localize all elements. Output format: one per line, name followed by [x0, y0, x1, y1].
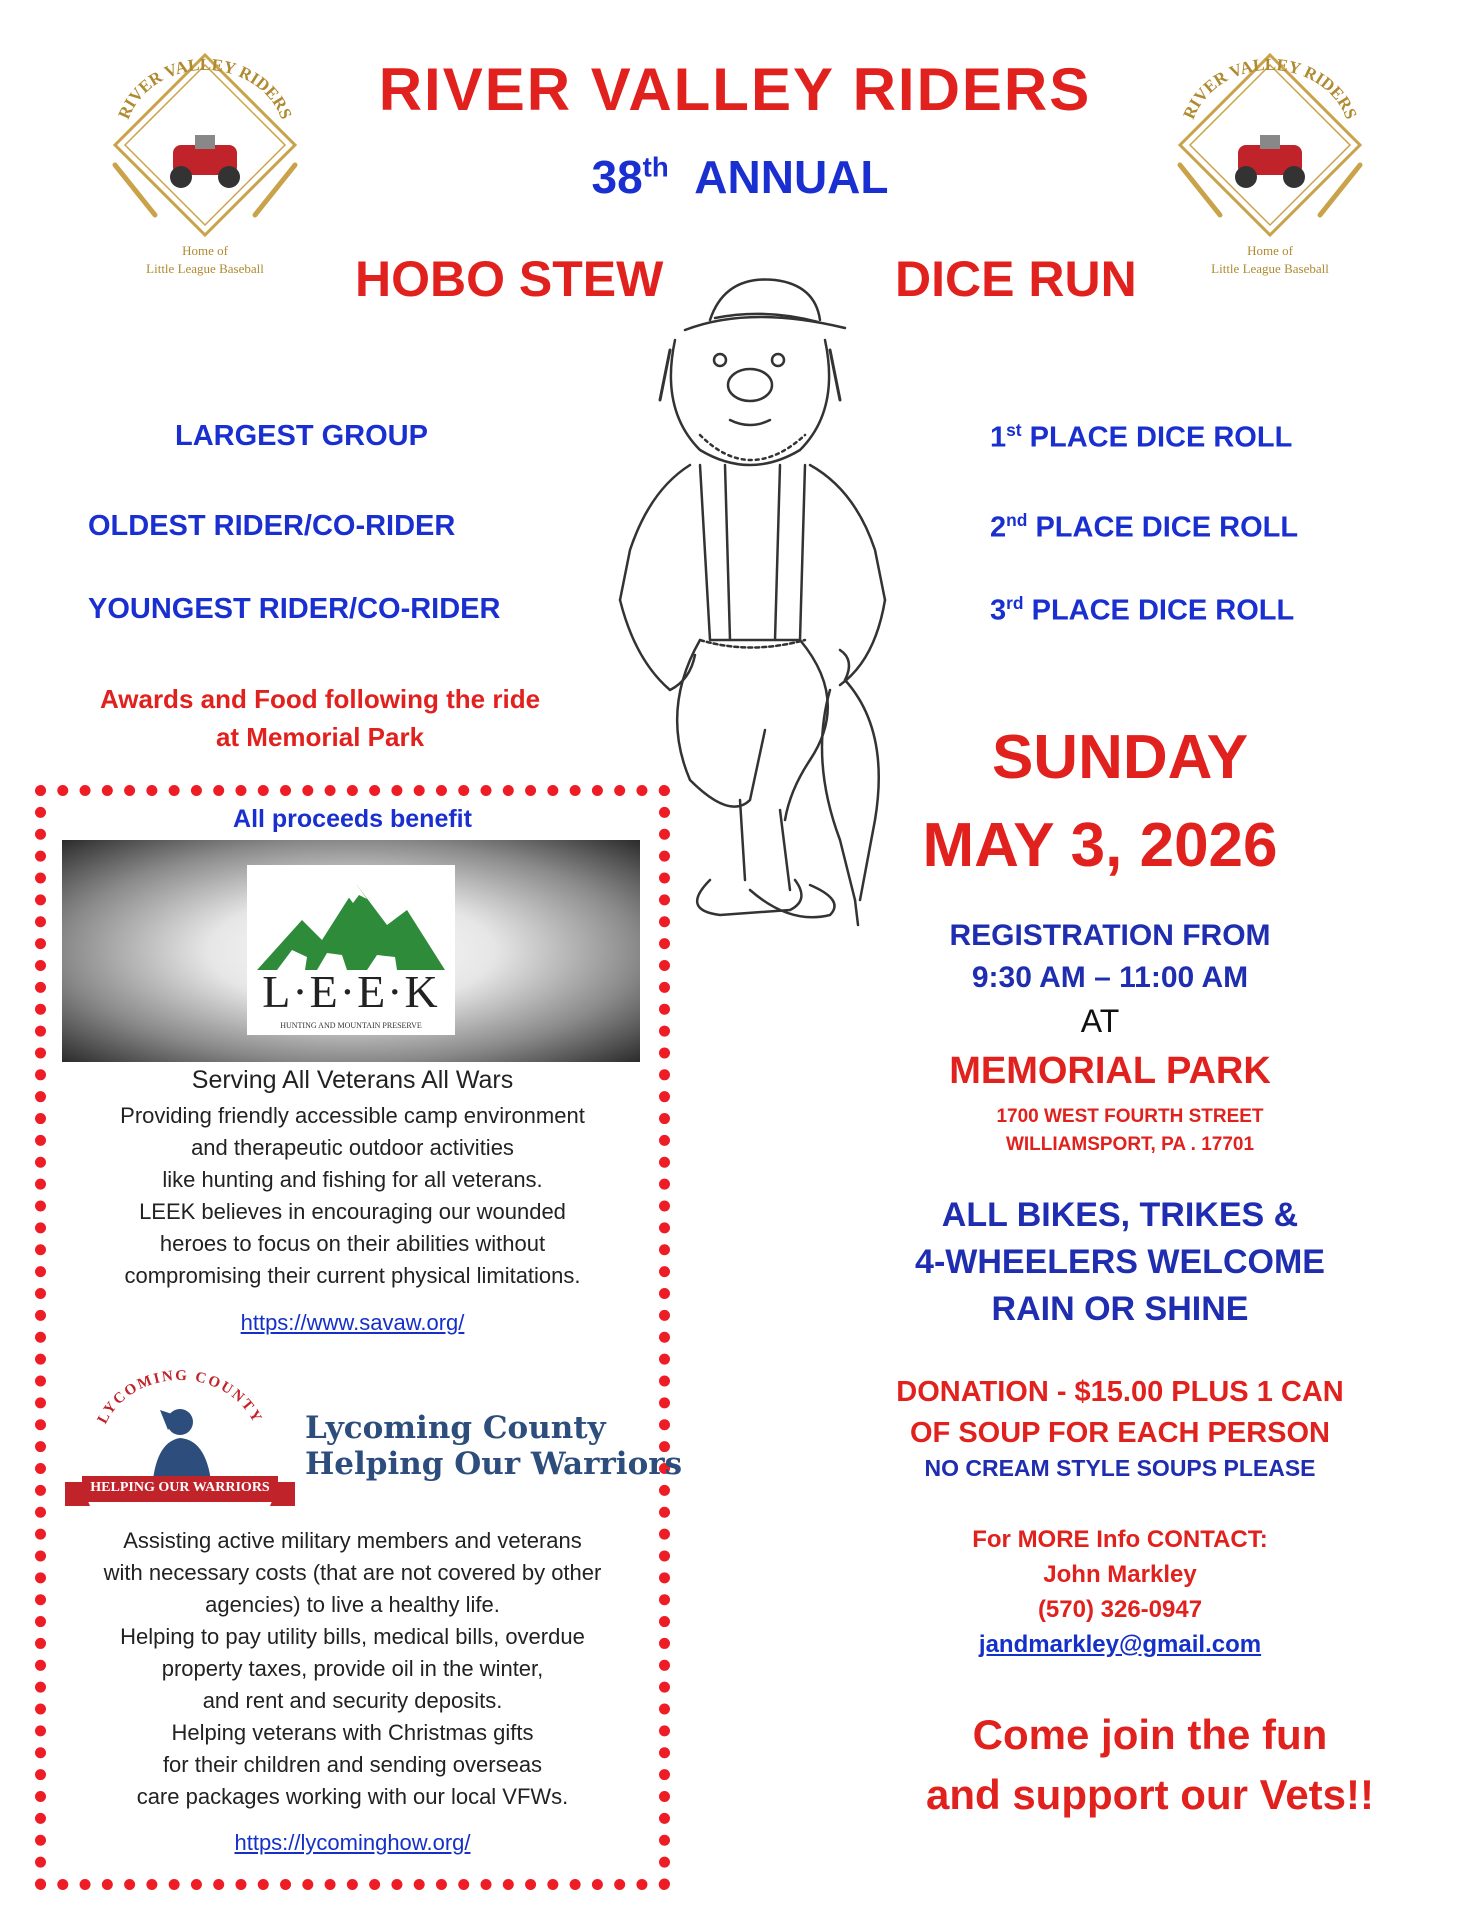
venue-city: WILLIAMSPORT, PA . 17701 [1005, 1134, 1255, 1155]
lchow-banner-text: HELPING OUR WARRIORS [90, 1480, 270, 1495]
river-valley-riders-logo-right [1160, 45, 1380, 295]
leek-description [55, 1100, 650, 1292]
leek-line: like hunting and fishing for all veterans. [162, 1167, 543, 1192]
contact-phone: (570) 326-0947 [1037, 1596, 1203, 1623]
leek-subtitle: HUNTING AND MOUNTAIN PRESERVE [280, 1021, 422, 1030]
dice-third-text: PLACE DICE ROLL [1031, 594, 1295, 627]
dice-roll-second [990, 510, 1298, 545]
venue-street: 1700 WEST FOURTH STREET [996, 1106, 1264, 1127]
lchow-title-line2: Helping Our Warriors [305, 1446, 683, 1482]
registration-label: REGISTRATION FROM [949, 919, 1271, 952]
welcome-line1: ALL BIKES, TRIKES & [941, 1196, 1299, 1234]
river-valley-riders-logo-left [95, 45, 315, 295]
dice-third-sup: rd [1006, 593, 1024, 613]
lchow-line: Assisting active military members and veterans [123, 1528, 582, 1553]
venue-name: MEMORIAL PARK [949, 1050, 1271, 1092]
leek-banner [62, 840, 640, 1062]
donation-block [850, 1372, 1390, 1454]
lchow-line: agencies) to live a healthy life. [205, 1592, 500, 1617]
leek-url-link[interactable]: https://www.savaw.org/ [240, 1310, 465, 1335]
donation-note: NO CREAM STYLE SOUPS PLEASE [924, 1455, 1316, 1481]
award-largest-group: LARGEST GROUP [175, 420, 428, 452]
leek-line: LEEK believes in encouraging our wounded [139, 1199, 566, 1224]
dice-first-text: PLACE DICE ROLL [1029, 421, 1293, 454]
leek-url-row [60, 1310, 645, 1336]
annual-word: ANNUAL [694, 151, 889, 203]
awards-note [60, 680, 580, 756]
venue-address [900, 1103, 1360, 1159]
lchow-line: care packages working with our local VFWs. [136, 1784, 569, 1809]
lchow-line: for their children and sending overseas [162, 1752, 543, 1777]
contact-name: John Markley [1043, 1561, 1197, 1588]
welcome-line3: RAIN OR SHINE [991, 1290, 1249, 1328]
lchow-line: Helping to pay utility bills, medical bills, overdue [120, 1624, 585, 1649]
award-oldest-rider: OLDEST RIDER/CO-RIDER [88, 510, 456, 542]
dice-roll-third [990, 593, 1294, 628]
award-youngest-rider: YOUNGEST RIDER/CO-RIDER [88, 593, 501, 625]
donation-line2: OF SOUP FOR EACH PERSON [909, 1417, 1331, 1449]
contact-label: For MORE Info CONTACT: [972, 1526, 1268, 1553]
dice-roll-first [990, 420, 1292, 455]
lchow-description [55, 1525, 650, 1813]
leek-tagline: Serving All Veterans All Wars [191, 1066, 514, 1094]
closing-line1: Come join the fun [972, 1711, 1328, 1758]
lchow-line: property taxes, provide oil in the winter, [161, 1656, 544, 1681]
svg-text:RIVER VALLEY RIDERS: RIVER VALLEY RIDERS [114, 54, 296, 122]
lchow-title-line1: Lycoming County [305, 1410, 606, 1446]
leek-letters: L·E·E·K [262, 966, 440, 1017]
svg-text:LYCOMING COUNTY: LYCOMING COUNTY [94, 1370, 266, 1427]
leek-line: Providing friendly accessible camp environment [120, 1103, 585, 1128]
event-title-left: HOBO STEW [355, 251, 664, 307]
lchow-line: and rent and security deposits. [202, 1688, 503, 1713]
lchow-url-link[interactable]: https://lycominghow.org/ [234, 1830, 471, 1855]
awards-note-line1: Awards and Food following the ride [99, 684, 541, 714]
registration [890, 915, 1330, 999]
dice-first-sup: st [1006, 420, 1022, 440]
closing-message [900, 1705, 1400, 1825]
lchow-line: with necessary costs (that are not covered by other [103, 1560, 602, 1585]
svg-text:Little League Baseball: Little League Baseball [146, 261, 264, 276]
lchow-title [305, 1410, 682, 1482]
annual-ordinal: th [642, 151, 669, 183]
dice-second-sup: nd [1006, 510, 1028, 530]
svg-text:RIVER VALLEY RIDERS: RIVER VALLEY RIDERS [1179, 54, 1361, 122]
svg-text:Home of: Home of [1247, 243, 1293, 258]
leek-line: compromising their current physical limitations. [124, 1263, 581, 1288]
awards-note-line2: at Memorial Park [215, 722, 425, 752]
dice-second-num: 2 [990, 511, 1007, 544]
leek-logo [247, 865, 455, 1035]
svg-text:Home of: Home of [182, 243, 228, 258]
dice-first-num: 1 [990, 421, 1007, 454]
contact-email-link[interactable]: jandmarkley@gmail.com [978, 1631, 1262, 1658]
svg-text:Little League Baseball: Little League Baseball [1211, 261, 1329, 276]
lchow-line: Helping veterans with Christmas gifts [171, 1720, 534, 1745]
proceeds-heading: All proceeds benefit [233, 805, 472, 833]
event-day: SUNDAY [991, 723, 1249, 792]
donation-line1: DONATION - $15.00 PLUS 1 CAN [896, 1376, 1344, 1408]
lchow-logo [60, 1370, 300, 1515]
event-date: MAY 3, 2026 [922, 811, 1278, 880]
closing-line2: and support our Vets!! [925, 1771, 1374, 1818]
contact-block [880, 1522, 1360, 1662]
dice-second-text: PLACE DICE ROLL [1035, 511, 1299, 544]
dice-third-num: 3 [990, 594, 1007, 627]
lchow-url-row [60, 1830, 645, 1856]
event-title-right: DICE RUN [895, 251, 1137, 307]
org-title: RIVER VALLEY RIDERS [378, 56, 1092, 123]
at-label: AT [1080, 1003, 1120, 1039]
annual-line [480, 150, 1000, 204]
registration-time: 9:30 AM – 11:00 AM [971, 961, 1249, 994]
annual-number: 38 [591, 151, 643, 203]
leek-line: heroes to focus on their abilities without [159, 1231, 546, 1256]
leek-line: and therapeutic outdoor activities [191, 1135, 514, 1160]
welcome-block [880, 1192, 1360, 1333]
welcome-line2: 4-WHEELERS WELCOME [915, 1243, 1325, 1281]
